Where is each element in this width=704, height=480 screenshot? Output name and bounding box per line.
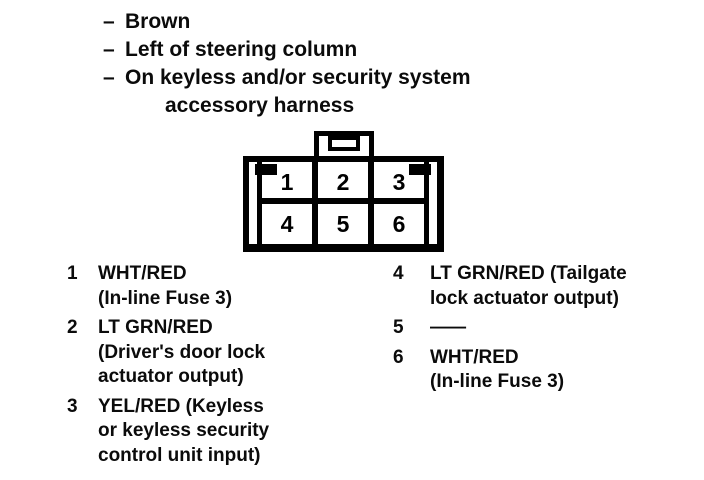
pin-item-1 [67, 262, 269, 311]
connector-lock-tab [314, 131, 374, 156]
pin-description-line: WHT/RED [98, 263, 187, 284]
pin-description-line: (In-line Fuse 3) [98, 287, 233, 309]
pin-item-number: 4 [393, 263, 404, 284]
connector-lock-slot [328, 136, 360, 151]
pin-cavity-1 [262, 162, 312, 198]
pin-description-line: LT GRN/RED (Tailgate [430, 263, 627, 284]
note-text: accessory harness [165, 94, 355, 117]
pin-description-line: (In-line Fuse 3) [430, 371, 565, 392]
note-line [103, 36, 471, 64]
pin-item-description [98, 395, 269, 469]
pin-item-3 [67, 395, 269, 469]
pin-item-number: 3 [67, 395, 78, 417]
pin-number: 2 [336, 168, 350, 195]
note-dash: – [103, 38, 115, 61]
pin-number: 1 [280, 168, 294, 195]
pin-cavity-3 [374, 162, 424, 198]
note-line [103, 8, 471, 36]
pin-item-number: 5 [393, 317, 404, 338]
pin-description-line: LT GRN/RED [98, 317, 213, 338]
pin-cavity-2 [318, 162, 368, 198]
note-text: Left of steering column [125, 38, 358, 61]
pin-item-description [430, 346, 564, 395]
pin-item-6 [393, 346, 627, 395]
connector-location-notes [103, 8, 471, 120]
connector-body [243, 156, 444, 252]
pin-cavity-5 [318, 204, 368, 244]
pin-number: 5 [336, 210, 350, 237]
pin-item-description [430, 262, 627, 311]
pin-item-number: 1 [67, 263, 78, 284]
pin-number: 4 [280, 210, 294, 237]
note-line-continuation [165, 92, 471, 120]
pin-description-line: control unit input) [98, 444, 261, 466]
note-dash: – [103, 66, 115, 89]
note-dash: – [103, 10, 115, 33]
pin-number: 6 [392, 210, 406, 237]
pinout-list-left [67, 262, 269, 473]
no-connection-dash: — [430, 317, 467, 338]
pin-item-description [430, 316, 467, 341]
pin-item-description [98, 262, 232, 311]
note-line [103, 64, 471, 92]
pin-cavity-6 [374, 204, 424, 244]
pin-item-2 [67, 316, 269, 390]
pin-item-4 [393, 262, 627, 311]
pin-item-description [98, 316, 265, 390]
pin-description-line: WHT/RED [430, 346, 519, 368]
pin-item-number: 6 [393, 346, 404, 368]
pin-item-5 [393, 316, 627, 341]
pin-description-line: or keyless security [98, 420, 270, 441]
pin-description-line: actuator output) [98, 366, 244, 387]
pin-cavity-4 [262, 204, 312, 244]
pin-number: 3 [392, 168, 406, 195]
note-text: Brown [125, 10, 191, 33]
note-text: On keyless and/or security system [125, 66, 471, 89]
pinout-list-right [393, 262, 627, 400]
pin-description-line: (Driver's door lock [98, 341, 266, 363]
pin-description-line: YEL/RED (Keyless [98, 395, 264, 417]
pin-description-line: lock actuator output) [430, 287, 619, 309]
pin-item-number: 2 [67, 317, 78, 338]
